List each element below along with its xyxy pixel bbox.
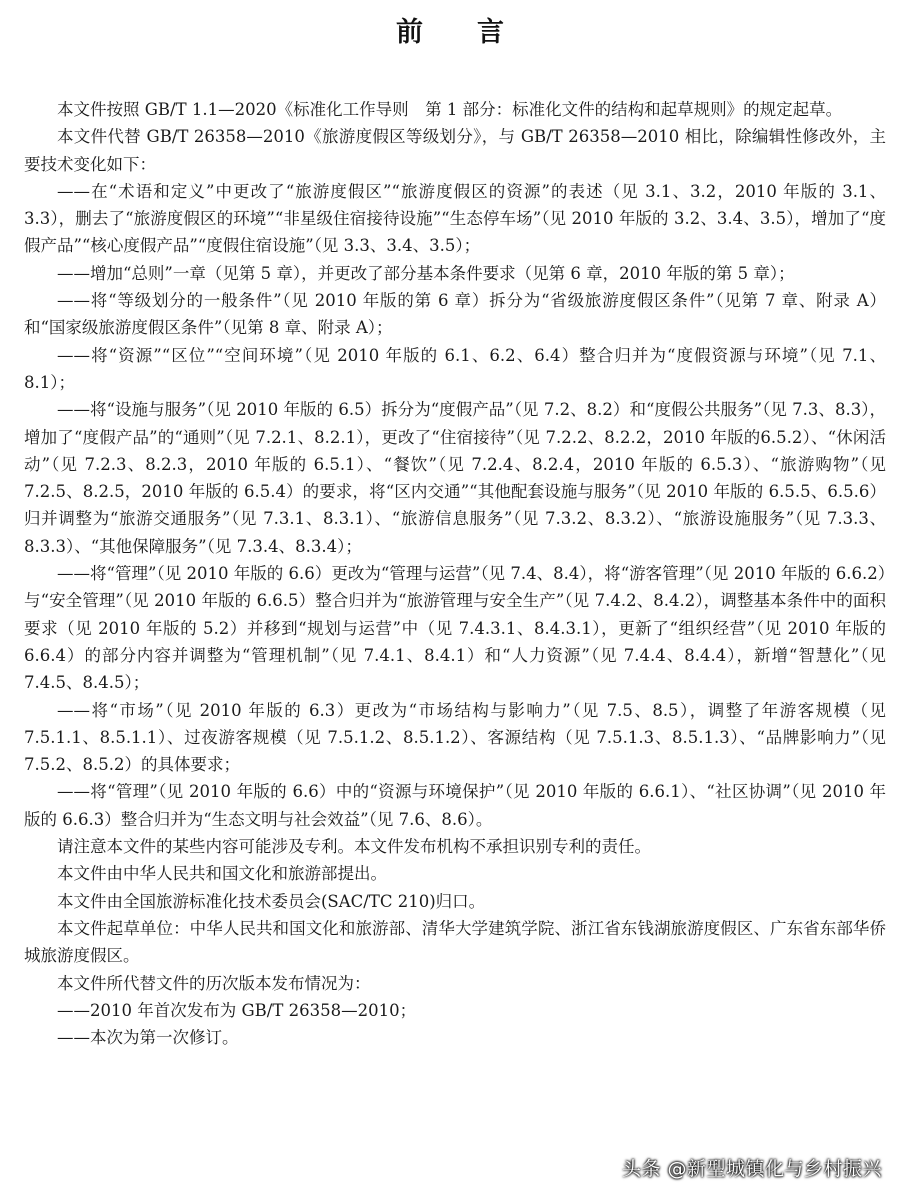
change-item-resources: ——将“资源”“区位”“空间环境”（见 2010 年版的 6.1、6.2、6.4）整合归并为“度假资源与环境”（见 7.1、8.1）； [24, 345, 886, 392]
change-item-grading: ——将“等级划分的一般条件”（见 2010 年版的第 6 章）拆分为“省级旅游度假区条件”（见第 7 章、附录 A）和“国家级旅游度假区条件”（见第 8 章、附录 A）； [24, 291, 886, 338]
paragraph-proposer: 本文件由中华人民共和国文化和旅游部提出。 [57, 864, 387, 884]
change-item-facilities: ——将“设施与服务”（见 2010 年版的 6.5）拆分为“度假产品”（见 7.2、8.2）和“度假公共服务”（见 7.3、8.3），增加了“度假产品”的“通则”（见 7.2.1、8.2.1），更改了“住宿接待”（见 7.2.2、8.2.2，2010 年版的6.5.2）、“休闲活动”（见 7.2.3、8.2.3，2010 年版的 6.5.1）、“餐饮”（见 7.2.4、8.2.4，2010 年版的 6.5.3）、“旅游购物”（见 7.2.5、8.2.5，2010 年版的 6.5.4）的要求，将“区内交通”“其他配套设施与服务”（见 2010 年版的 6.5.5、6.5.6）归并调整为“旅游交通服务”（见 7.3.1、8.3.1）、“旅游信息服务”（见 7.3.2、8.3.2）、“旅游设施服务”（见 7.3.3、8.3.3）、“其他保障服务”（见 7.3.4、8.3.4）； [24, 400, 886, 556]
change-item-management: ——将“管理”（见 2010 年版的 6.6）更改为“管理与运营”（见 7.4、8.4），将“游客管理”（见 2010 年版的 6.6.2）与“安全管理”（见 2010 年版的 6.6.5）整合归并为“旅游管理与安全生产”（见 7.4.2、8.4.2），调整基本条件中的面积要求（见 2010 年版的 5.2）并移到“规划与运营”中（见 7.4.3.1、8.4.3.1），更新了“组织经营”（见 2010 年版的 6.6.4）的部分内容并调整为“管理机制”（见 7.4.1、8.4.1）和“人力资源”（见 7.4.4、8.4.4），新增“智慧化”（见 7.4.5、8.4.5）； [24, 564, 886, 693]
change-item-ecology: ——将“管理”（见 2010 年版的 6.6）中的“资源与环境保护”（见 2010 年版的 6.6.1）、“社区协调”（见 2010 年版的 6.6.3）整合归并为“生态文明与社会效益”（见 7.6、8.6）。 [24, 782, 886, 829]
page-title: 前 言 [396, 17, 504, 48]
document-body [24, 96, 886, 1051]
history-item-revision: ——本次为第一次修订。 [57, 1028, 239, 1048]
paragraph-patent-notice: 请注意本文件的某些内容可能涉及专利。本文件发布机构不承担识别专利的责任。 [57, 837, 651, 857]
change-item-market: ——将“市场”（见 2010 年版的 6.3）更改为“市场结构与影响力”（见 7.5、8.5），调整了年游客规模（见 7.5.1.1、8.5.1.1）、过夜游客规模（见 7.5.1.2、8.5.1.2）、客源结构（见 7.5.1.3、8.5.1.3）、“品牌影响力”（见 7.5.2、8.5.2）的具体要求； [24, 700, 886, 775]
paragraph-committee: 本文件由全国旅游标准化技术委员会(SAC/TC 210)归口。 [57, 891, 486, 911]
paragraph-version-history: 本文件所代替文件的历次版本发布情况为： [57, 973, 371, 993]
source-watermark: 头条 @新型城镇化与乡村振兴 [621, 1158, 882, 1180]
paragraph-drafting-basis: 本文件按照 GB/T 1.1—2020《标准化工作导则 第 1 部分：标准化文件的结构和起草规则》的规定起草。 [57, 100, 843, 119]
paragraph-drafting-units: 本文件起草单位：中华人民共和国文化和旅游部、清华大学建筑学院、浙江省东钱湖旅游度假区、广东省东部华侨城旅游度假区。 [24, 918, 886, 966]
history-item-first: ——2010 年首次发布为 GB/T 26358—2010； [57, 1000, 417, 1020]
change-item-general: ——增加“总则”一章（见第 5 章），并更改了部分基本条件要求（见第 6 章，2010 年版的第 5 章）； [57, 263, 795, 283]
paragraph-replacement-statement: 本文件代替 GB/T 26358—2010《旅游度假区等级划分》，与 GB/T 26358—2010 相比，除编辑性修改外，主要技术变化如下： [24, 127, 886, 174]
change-item-terms: ——在“术语和定义”中更改了“旅游度假区”“旅游度假区的资源”的表述（见 3.1、3.2，2010 年版的 3.1、3.3），删去了“旅游度假区的环境”“非星级住宿接待设施”“生态停车场”（见 2010 年版的 3.2、3.4、3.5），增加了“度假产品”“核心度假产品”“度假住宿设施”（见 3.3、3.4、3.5）； [24, 181, 886, 256]
